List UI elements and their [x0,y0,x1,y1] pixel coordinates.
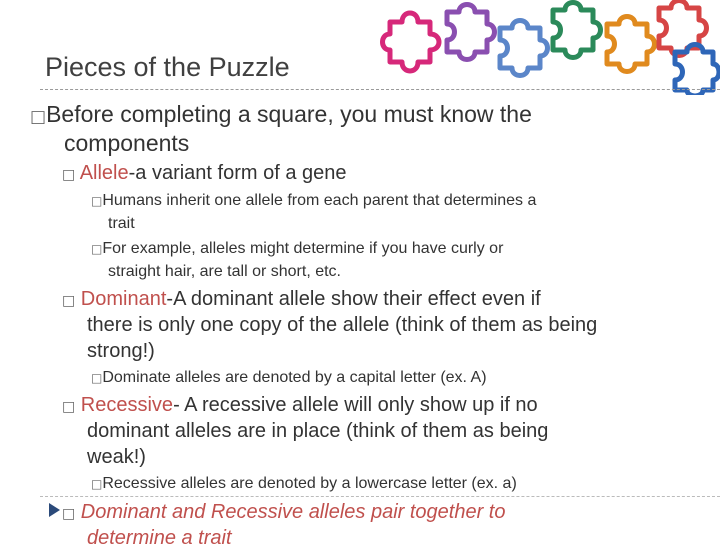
bullet-text: Humans inherit one allele from each parent that determines a [102,192,537,209]
bullet-allele [62,161,347,187]
bullet-pair [62,500,505,526]
bullet-glyph: □ [91,477,103,491]
dominant-definition-cont-1: there is only one copy of the allele (think of them as being [87,314,598,336]
bottom-divider [40,496,720,497]
puzzle-pieces-icon [375,0,720,95]
bullet-recessive [62,393,538,419]
bullet-glyph: □ [62,167,76,183]
bullet-before-cont: components [64,130,190,156]
recessive-definition-cont-1: dominant alleles are in place (think of them as being [87,420,549,442]
bullet-glyph: □ [91,194,103,208]
dominant-definition-cont-2: strong!) [87,340,155,362]
bullet-pair-cont: determine a trait [87,527,232,549]
bullet-text: Recessive alleles are denoted by a lowercase letter (ex. a) [102,475,517,492]
term-recessive: Recessive [80,394,174,416]
bullet-dominant [62,287,541,313]
term-dominant: Dominant [80,288,167,310]
bullet-glyph: □ [62,293,76,309]
bullet-example-cont: straight hair, are tall or short, etc. [108,263,341,280]
bullet-text: Dominate alleles are denoted by a capital letter (ex. A) [102,369,487,386]
recessive-definition-cont-2: weak!) [87,446,146,468]
slide-title: Pieces of the Puzzle [45,52,290,82]
bullet-humans [91,189,536,213]
bullet-glyph: □ [30,107,47,127]
bullet-dominate-note [91,366,487,390]
bullet-text: Dominant and Recessive alleles pair together to [80,501,506,523]
bullet-text: For example, alleles might determine if you have curly or [102,240,504,257]
allele-definition: -a variant form of a gene [128,162,347,184]
bullet-text: Before completing a square, you must know the [46,101,532,127]
bullet-recessive-note [91,472,517,496]
bullet-glyph: □ [91,242,103,256]
bullet-glyph: □ [62,399,76,415]
term-allele: Allele [79,162,129,184]
dominant-definition: -A dominant allele show their effect even if [166,288,541,310]
recessive-definition: - A recessive allele will only show up if no [173,394,538,416]
title-divider [40,89,720,90]
bullet-example [91,237,503,261]
next-arrow-icon [49,503,60,517]
bullet-glyph: □ [62,506,76,522]
bullet-humans-cont: trait [108,215,135,232]
bullet-glyph: □ [91,371,103,385]
bullet-before [30,100,532,132]
